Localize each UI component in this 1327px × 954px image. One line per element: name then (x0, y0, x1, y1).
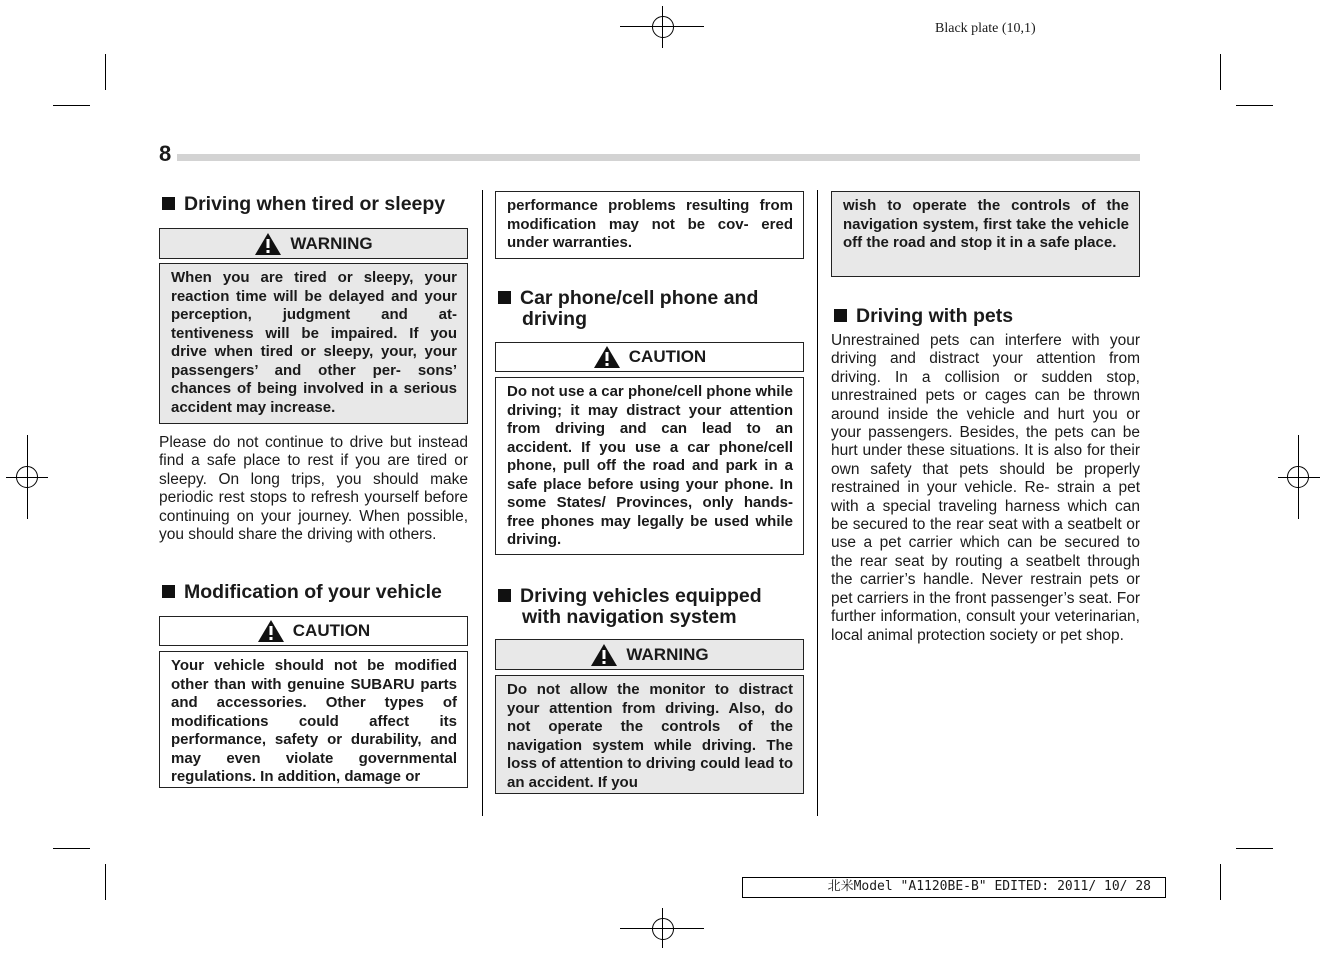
bullet-square-icon (498, 291, 511, 304)
section-title: Driving when tired or sleepy (162, 194, 445, 215)
caution-text: Do not use a car phone/cell phone while driving; it may distract your attention from driving and can lead to an accident. If you use a car phone/cell phone, pull off the road and park in a safe place before using your phone. In some States/ Provinces, only hands-free phones may legally be used while driving. (495, 377, 804, 555)
section-title: Driving vehicles equipped with navigation system (498, 586, 762, 628)
bullet-square-icon (498, 589, 511, 602)
warning-triangle-icon (257, 619, 285, 643)
header-bar (177, 154, 1140, 161)
body-paragraph: Unrestrained pets can interfere with your driving and distract your attention from driving. In a collision or sudden stop, unrestrained pets or cages can be thrown around inside the vehicle and hurt you or your passengers. Besides, the pets can be hurt under these situations. It is also for their own safety that pets should be properly restrained in your vehicle. Re- strain a pet with a special traveling harness which can be secured to the rear seat with a seatbelt or use a pet carrier which can be secured to the rear seat by routing a seatbelt through the carrier’s handle. Never restrain pets or pet carriers in the front passenger’s seat. For further information, consult your veterinarian, local animal protection society or pet shop. (831, 332, 1140, 644)
warning-triangle-icon (254, 232, 282, 256)
section-title: Driving with pets (834, 306, 1013, 327)
section-title: Modification of your vehicle (162, 582, 442, 603)
caution-label: CAUTION (495, 342, 804, 372)
body-paragraph: Please do not continue to drive but instead find a safe place to rest if you are tired or sleepy. On long trips, you should make periodic rest stops to refresh yourself before continuing on your journey. When possible, you should share the driving with others. (159, 434, 468, 544)
footer-edit-stamp: 北米Model "A1120BE-B" EDITED: 2011/ 10/ 28 (742, 877, 1166, 898)
caution-text: Your vehicle should not be modified other than with genuine SUBARU parts and accessories. Other types of modifications could affect its performance, safety or durability, and may even violate governmental regulations. In addition, damage or (159, 651, 468, 788)
column-divider (482, 190, 483, 816)
warning-text: When you are tired or sleepy, your reaction time will be delayed and your perception, judgment and at- tentiveness will be impaired. If you drive when tired or sleepy, your, your passengers’ and other per- sons’ chances of being involved in a serious accident may increase. (159, 263, 468, 424)
warning-triangle-icon (590, 643, 618, 667)
warning-label: WARNING (495, 639, 804, 670)
warning-label: WARNING (159, 228, 468, 259)
bullet-square-icon (834, 309, 847, 322)
bullet-square-icon (162, 197, 175, 210)
page-number: 8 (159, 141, 172, 166)
section-title: Car phone/cell phone and driving (498, 288, 758, 330)
plate-label: Black plate (10,1) (935, 21, 1036, 36)
bullet-square-icon (162, 585, 175, 598)
caution-text-continued: performance problems resulting from modification may not be cov- ered under warranties. (495, 191, 804, 259)
warning-text-continued: wish to operate the controls of the navigation system, first take the vehicle off the road and stop it in a safe place. (831, 191, 1140, 277)
warning-triangle-icon (593, 345, 621, 369)
warning-text: Do not allow the monitor to distract your attention from driving. Also, do not operate the controls of the navigation system while driving. The loss of attention to driving could lead to an accident. If you (495, 675, 804, 794)
caution-label: CAUTION (159, 616, 468, 646)
column-divider (817, 190, 818, 816)
